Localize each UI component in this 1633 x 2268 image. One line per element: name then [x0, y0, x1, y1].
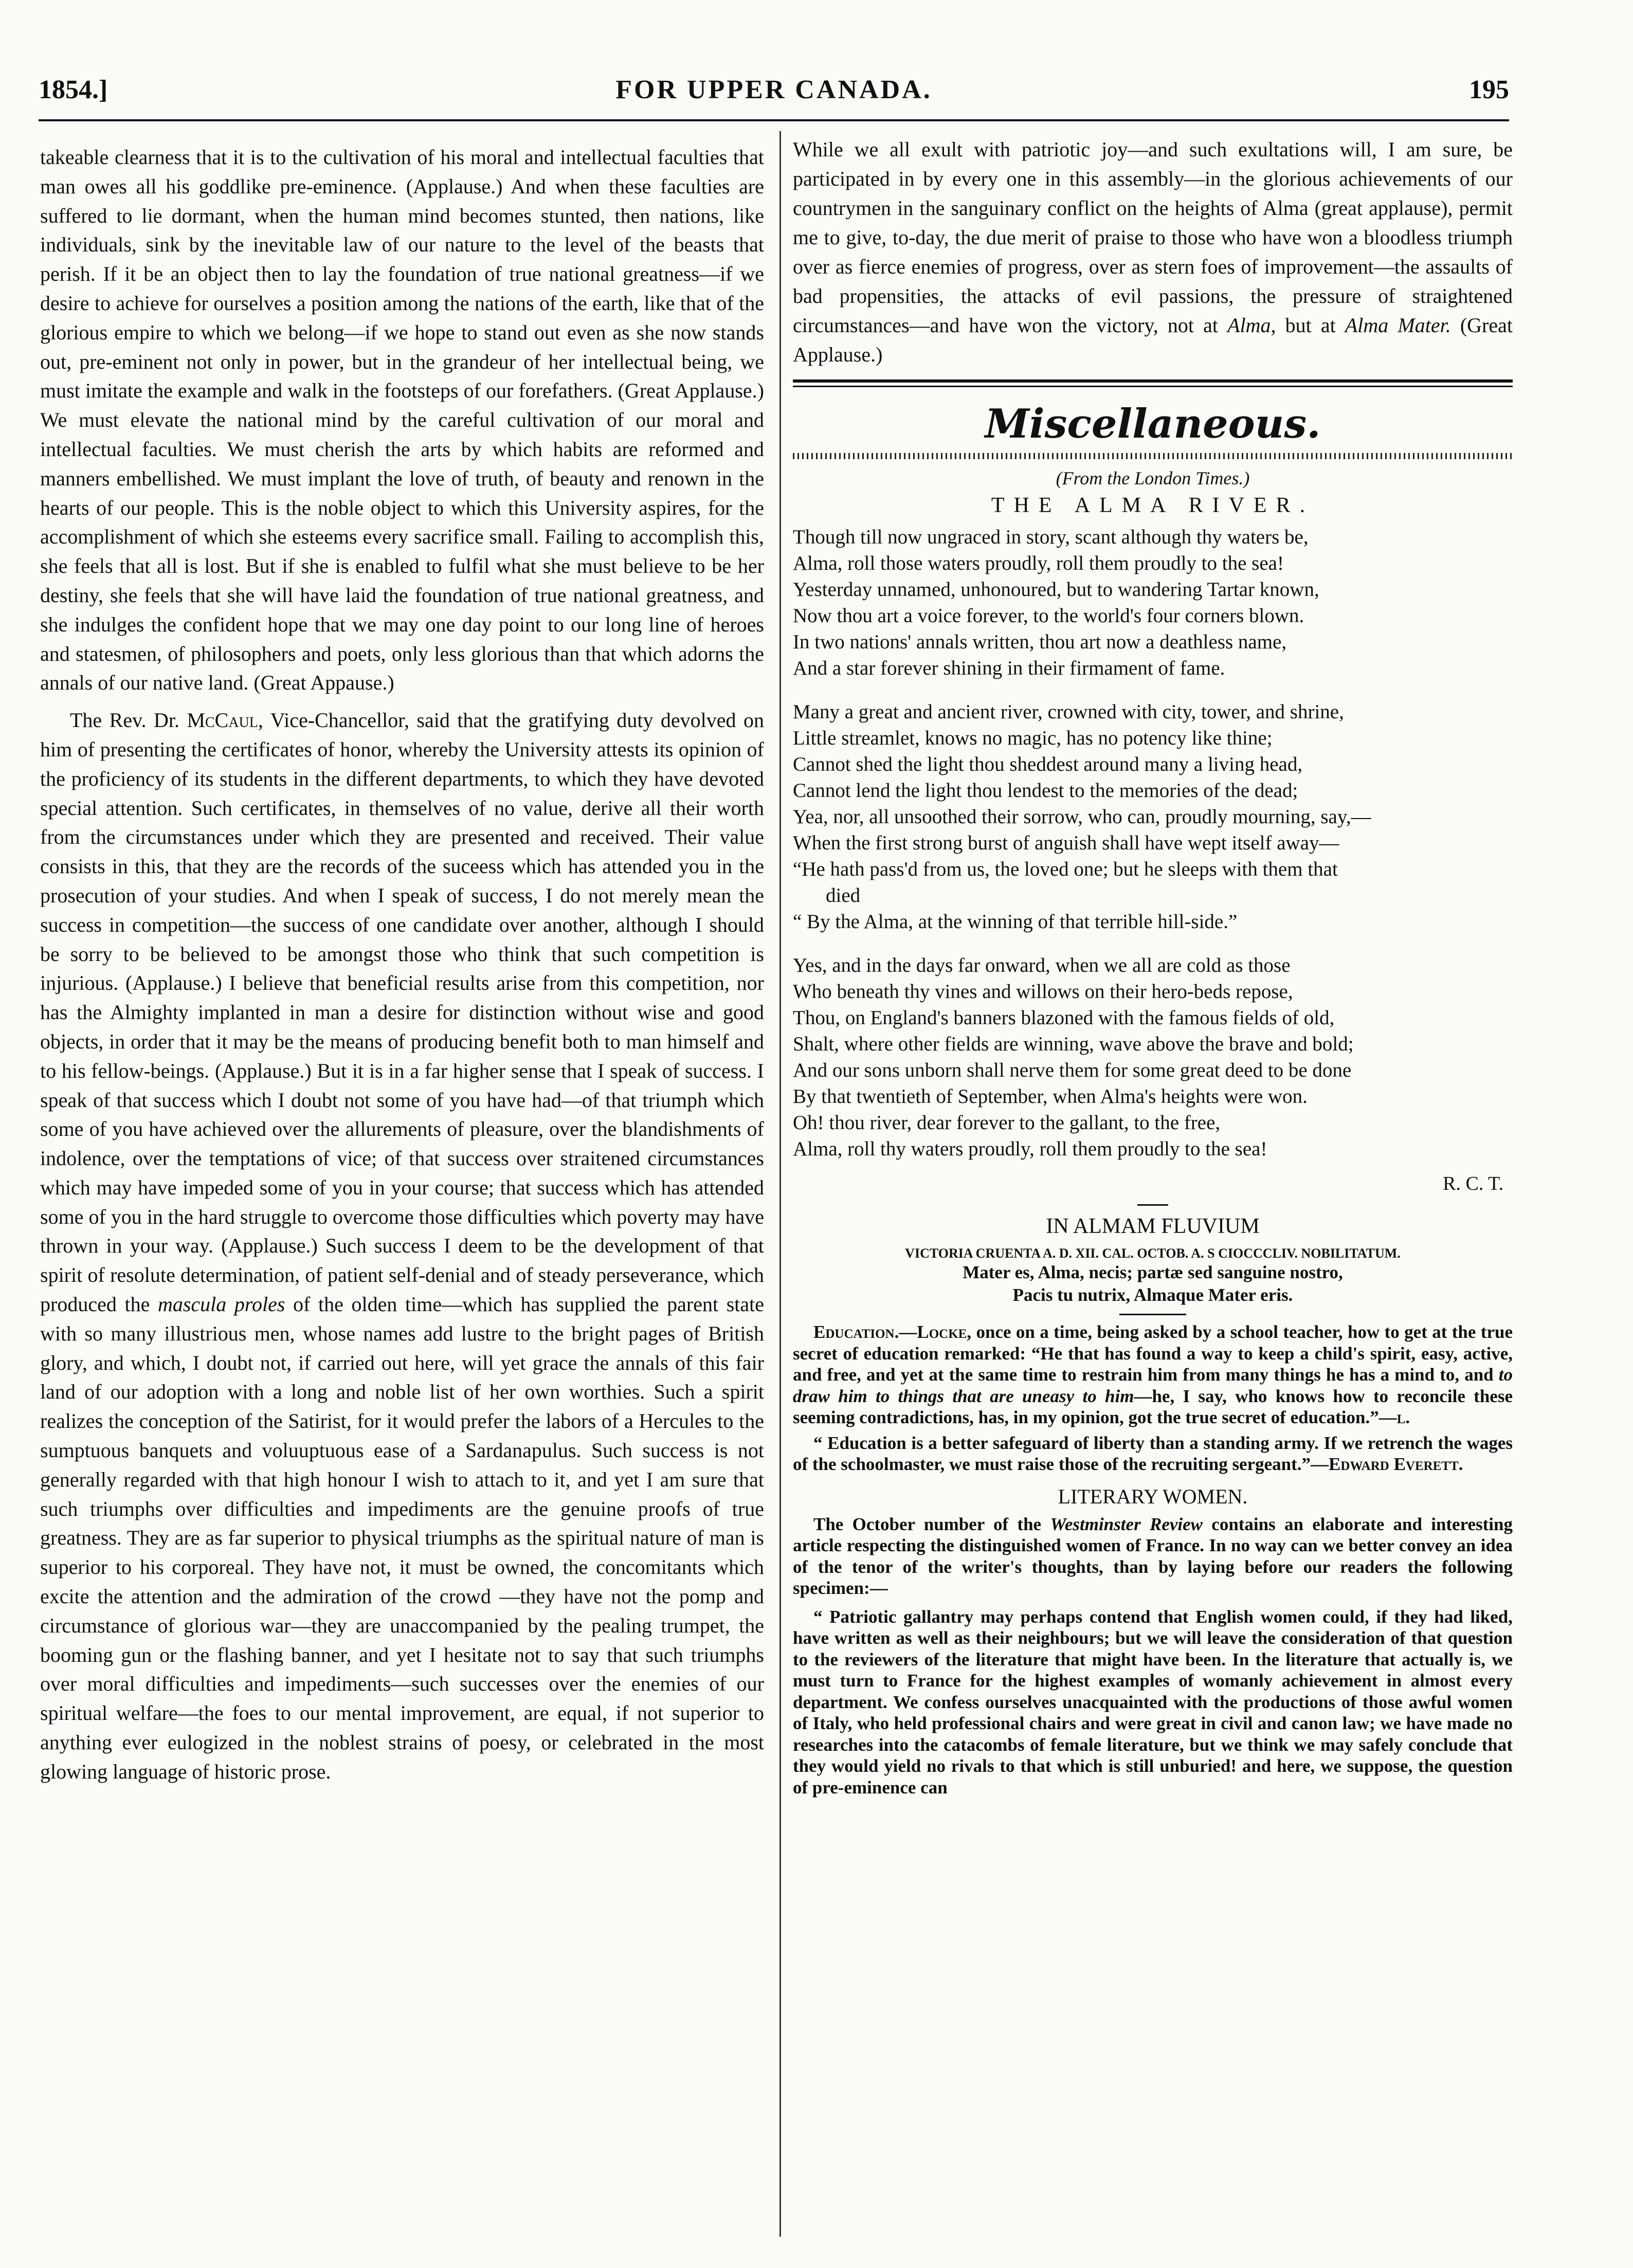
right-p1-mid: , but at: [1271, 314, 1345, 337]
poem-line: Alma, roll those waters proudly, roll them proudly to the sea!: [793, 552, 1284, 574]
wavy-rule: [793, 453, 1513, 459]
poem-signature: R. C. T.: [1443, 1173, 1503, 1194]
poem-line: “ By the Alma, at the winning of that terrible hill-side.”: [793, 911, 1238, 933]
education-author: Locke: [917, 1322, 967, 1342]
column-divider: [779, 131, 781, 2237]
right-p1-italic-2: Alma Mater.: [1345, 314, 1451, 337]
p2-text-b: of the olden time—which has supplied the parent state with so many illustrious men, whose names add lustre to the bright pages of British glory, and which, I doubt not, if carried out here, will yet grace the annals of this fair land of our adoption with a long and noble list of her own worthies. Such a spirit realizes the conception of the Satirist, for it would prefer the labors of a Hercules to the sumptuous banquets and voluuptuous ease of a Sardanapulus. Such success is not generally regarded with that high honour I wish to attach to it, and yet I am sure that such triumphs over difficulties and impediments are the genuine proofs of true greatness. They are as far superior to physical triumphs as the spiritual nature of man is superior to his corporeal. They have not, it must be owned, the concomitants which excite the attention and the admiration of the crowd —they have not the pomp and circumstance of glorious war—they are unaccompanied by the pealing trumpet, the booming gun or the flashing banner, and yet I hesitate not to say that such triumphs over moral difficulties and impediments—such successes over the enemies of our spiritual welfare—the foes to our mental improvement, are equal, if not superior to anything ever eulogized in the noblest strains of poesy, or celebrated in the most glowing language of historic prose.: [40, 1293, 764, 1783]
education-italic: to draw him to things that are uneasy to him: [793, 1365, 1513, 1406]
education-dash: —: [899, 1322, 917, 1342]
poem-line: Oh! thou river, dear forever to the gallant, to the free,: [793, 1112, 1221, 1134]
poem-line: Now thou art a voice forever, to the world's four corners blown.: [793, 605, 1304, 627]
lw-text-a: The October number of the: [813, 1514, 1050, 1534]
poem-stanza-2: [793, 699, 1513, 935]
lw-review-name: Westminster Review: [1050, 1514, 1203, 1534]
poem-line: Who beneath thy vines and willows on their hero-beds repose,: [793, 981, 1293, 1003]
literary-women-title: LITERARY WOMEN.: [1058, 1484, 1248, 1508]
p2-lead: The Rev. Dr.: [70, 709, 187, 732]
poem-line: Cannot lend the light thou lendest to the memories of the dead;: [793, 779, 1298, 802]
p2-text: , Vice-Chancellor, said that the gratifying duty devolved on him of presenting the certificates of honor, whereby the University attests its opinion of the proficiency of its students in the different departments, to which they have devoted special attention. Such certificates, in themselves of no value, derive all their worth from the circumstances under which they are presented and received. Their value consists in this, that they are the records of the suceess which has attended you in the prosecution of your studies. And when I speak of success, I do not merely mean the success in competition—the success of one candidate over another, although I should be sorry to be believed to be amongst those who think that such competition is injurious. (Applause.) I believe that beneficial results arise from this competition, nor has the Almighty implanted in man a desire for distinction without wise and good objects, in order that it may be the means of producing benefit both to man himself and to his fellow-beings. (Applause.) But it is in a far higher sense that I speak of success. I speak of that success which I doubt not some of you have had—of that triumph which some of you have achieved over the allurements of pleasure, over the blandishments of indolence, over the temptations of vice; of that success over straitened circumstances which may have impeded some of you in your course; that success which has attended some of you in the hard struggle to overcome those difficulties which poverty may have thrown in your way. (Applause.) Such success I deem to be the development of that spirit of resolute determination, of patient self-denial and of steady perseverance, which produced the: [40, 709, 764, 1316]
literary-women-paragraph-2: “ Patriotic gallantry may perhaps contend that English women could, if they had liked, have written as well as their neighbours; but we will leave the consideration of that question to the reviewers of the literature that might have been. In the literature that actually is, we must turn to France for the highest examples of womanly achievement in almost every department. We confess ourselves unacquainted with the productions of those awful women of Italy, who held professional chairs and were great in civil and canon law; we have made no researches into the catacombs of female literature, but we think we may safely conclude that they would yield no rivals to that which is still unburied! and here, we suppose, the question of pre-eminence can: [793, 1606, 1513, 1798]
latin-line: Pacis tu nutrix, Almaque Mater eris.: [1012, 1285, 1293, 1305]
poem-line: Little streamlet, knows no magic, has no potency like thine;: [793, 727, 1273, 749]
header-title: FOR UPPER CANADA.: [615, 75, 932, 104]
poem-stanza-3: [793, 952, 1513, 1162]
right-column: [793, 135, 1513, 1798]
poem-line: “He hath pass'd from us, the loved one; but he sleeps with them that: [793, 858, 1338, 880]
poem-line: When the first strong burst of anguish shall have wept itself away—: [793, 832, 1339, 854]
latin-line: Mater es, Alma, necis; partæ sed sanguine nostro,: [963, 1262, 1343, 1282]
poem-line: died: [826, 884, 861, 906]
education-quote: “ Education is a better safeguard of liberty than a standing army. If we retrench the wages of the schoolmaster, we must raise those of the recruiting sergeant.”—: [793, 1432, 1513, 1474]
poem-line: Shalt, where other fields are winning, wave above the brave and bold;: [793, 1033, 1354, 1055]
right-p1-text: While we all exult with patriotic joy—and such exultations will, I am sure, be participated in by every one in this assembly—in the glorious achievements of our countrymen in the sanguinary conflict on the heights of Alma (great applause), permit me to give, to-day, the due merit of praise to those who have won a bloodless triumph over as fierce enemies of progress, over as stern foes of improvement—the assaults of bad propensities, the attacks of evil passions, the pressure of straightened circumstances—and have won the victory, not at: [793, 138, 1513, 337]
section-double-rule: [793, 379, 1513, 387]
education-text-1: , once on a time, being asked by a school teacher, how to get at the true secret of education remarked: “He that has found a way to keep a child's spirit, easy, active, and free, and yet at the same time to restrain him from many things he has a mind to, and: [793, 1322, 1513, 1385]
short-rule: [1137, 1204, 1168, 1206]
poem-line: Yesterday unnamed, unhonoured, but to wandering Tartar known,: [793, 578, 1319, 601]
right-p1-end: (Great Applause.): [793, 314, 1513, 366]
header-page-number: 195: [1469, 75, 1509, 104]
poem-line: And a star forever shining in their firmament of fame.: [793, 657, 1225, 679]
mid-rule: [1119, 1314, 1186, 1315]
education-initial: l.: [1396, 1407, 1410, 1427]
poem-line: Yes, and in the days far onward, when we all are cold as those: [793, 954, 1291, 976]
poem-line: Alma, roll thy waters proudly, roll them proudly to the sea!: [793, 1138, 1267, 1160]
poem-line: Many a great and ancient river, crowned with city, tower, and shrine,: [793, 701, 1344, 723]
poem-source: (From the London Times.): [1056, 468, 1250, 488]
poem-line: By that twentieth of September, when Alma's heights were won.: [793, 1085, 1308, 1108]
poem-line: Though till now ungraced in story, scant although thy waters be,: [793, 526, 1309, 548]
latin-poem-heading: VICTORIA CRUENTA A. D. XII. CAL. OCTOB. A. S CIOCCCLIV. NOBILITATUM.: [905, 1246, 1401, 1261]
header-year: 1854.]: [39, 75, 108, 104]
poem-stanza-1: [793, 524, 1513, 681]
p2-latin-phrase: mascula proles: [157, 1293, 285, 1316]
section-title: Miscellaneous.: [985, 401, 1321, 447]
speaker-name: McCaul: [187, 709, 258, 732]
education-label: Education.: [813, 1322, 899, 1342]
poem-line: Thou, on England's banners blazoned with the famous fields of old,: [793, 1007, 1335, 1029]
poem-line: Yea, nor, all unsoothed their sorrow, who can, proudly mourning, say,—: [793, 806, 1371, 828]
running-header: [39, 75, 1509, 111]
lw-text-b: contains an elaborate and interesting article respecting the distinguished women of France. In no way can we better convey an idea of the tenor of the writer's thoughts, than by laying before our readers the following specimen:—: [793, 1514, 1513, 1598]
literary-women-paragraph-1: [793, 1514, 1513, 1599]
education-paragraph-1: [793, 1321, 1513, 1428]
left-paragraph-1: takeable clearness that it is to the cultivation of his moral and intellectual faculties that man owes all his goddlike pre-eminence. (Applause.) And when these faculties are suffered to lie dormant, when the human mind becomes stunted, then nations, like individuals, sink by the inevitable law of our nature to the level of the beasts that perish. If it be an object then to lay the foundation of true national greatness—if we desire to achieve for ourselves a position among the nations of the earth, like that of the glorious empire to which we belong—if we hope to stand out even as she now stands out, pre-eminent not only in power, but in the grandeur of her intellectual being, we must imitate the example and walk in the footsteps of our forefathers. (Great Applause.) We must elevate the national mind by the careful cultivation of our moral and intellectual faculties. We must cherish the arts by which habits are reformed and manners embellished. We must implant the love of truth, of beauty and renown in the hearts of our people. This is the noble object to which this University aspires, for the accomplishment of which she esteems every sacrifice small. Failing to accomplish this, she feels that all is lost. But if she is enabled to fulfil what she must believe to be her destiny, she feels that she will have laid the foundation of true national greatness, and she indulges the confident hope that we may one day point to our long line of heroes and statesmen, of philosophers and poets, only less glorious than that which adorns the annals of our native land. (Great Appause.): [40, 146, 764, 695]
education-quote-author: Edward Everett.: [1329, 1454, 1463, 1474]
poem-line: In two nations' annals written, thou art now a deathless name,: [793, 631, 1287, 653]
left-paragraph-2: [40, 706, 764, 1786]
poem-line: And our sons unborn shall nerve them for some great deed to be done: [793, 1059, 1352, 1081]
education-text-2: —he, I say, who knows how to reconcile these seeming contradictions, has, in my opinion, got the true secret of education.”—: [793, 1386, 1513, 1427]
poem-line: Cannot shed the light thou sheddest around many a living head,: [793, 753, 1303, 775]
education-paragraph-2: [793, 1432, 1513, 1475]
right-paragraph-1: [793, 135, 1513, 369]
poem-title: THE ALMA RIVER.: [991, 494, 1315, 517]
latin-poem-title: IN ALMAM FLUVIUM: [1046, 1214, 1260, 1238]
left-column: [40, 143, 764, 1787]
header-rule: [39, 119, 1509, 121]
right-p1-italic-1: Alma: [1227, 314, 1271, 337]
